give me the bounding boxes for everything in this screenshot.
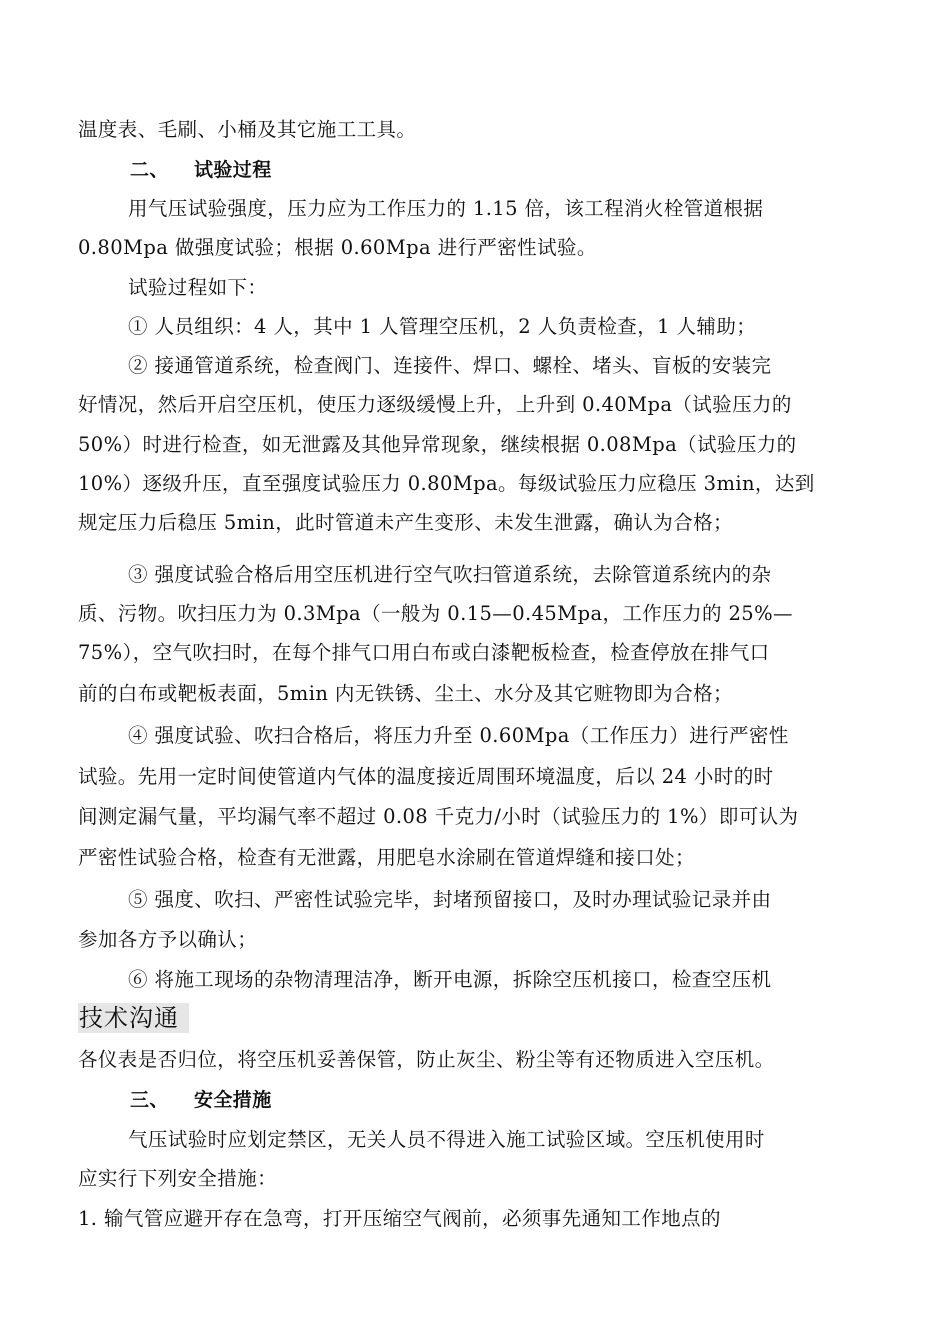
paragraph-line: 间测定漏气量，平均漏气率不超过 0.08 千克力/小时（试验压力的 1%）即可认为 bbox=[78, 805, 799, 828]
paragraph-line: 试验。先用一定时间使管道内气体的温度接近周围环境温度，后以 24 小时的时 bbox=[78, 765, 774, 788]
paragraph-line: 用气压试验强度，压力应为工作压力的 1.15 倍，该工程消火栓管道根据 bbox=[128, 197, 764, 220]
list-item-4: ④ 强度试验、吹扫合格后，将压力升至 0.60Mpa（工作压力）进行严密性 bbox=[128, 724, 789, 747]
section-number: 二、 bbox=[130, 159, 169, 181]
paragraph-line: 50%）时进行检查，如无泄露及其他异常现象，继续根据 0.08Mpa（试验压力的 bbox=[78, 433, 797, 456]
paragraph-line: 应实行下列安全措施： bbox=[78, 1167, 278, 1190]
list-item-6: ⑥ 将施工现场的杂物清理洁净，断开电源，拆除空压机接口，检查空压机 bbox=[128, 968, 772, 991]
watermark-label: 技术沟通 bbox=[78, 1003, 189, 1033]
section-title: 安全措施 bbox=[194, 1089, 272, 1111]
paragraph-line: 参加各方予以确认； bbox=[78, 928, 258, 951]
paragraph-line: 严密性试验合格，检查有无泄露，用肥皂水涂刷在管道焊缝和接口处； bbox=[78, 846, 695, 869]
section-number: 三、 bbox=[130, 1089, 169, 1111]
list-item-3: ③ 强度试验合格后用空压机进行空气吹扫管道系统，去除管道系统内的杂 bbox=[128, 563, 772, 586]
paragraph-line: 质、污物。吹扫压力为 0.3Mpa（一般为 0.15—0.45Mpa，工作压力的 25%— bbox=[78, 602, 793, 625]
paragraph-line: 规定压力后稳压 5min，此时管道未产生变形、未发生泄露，确认为合格； bbox=[78, 511, 733, 534]
paragraph-line: 好情况，然后开启空压机，使压力逐级缓慢上升，上升到 0.40Mpa（试验压力的 bbox=[78, 393, 792, 416]
paragraph-line: 各仪表是否归位，将空压机妥善保管，防止灰尘、粉尘等有还物质进入空压机。 bbox=[78, 1048, 775, 1071]
list-item-numbered-1: 1. 输气管应避开存在急弯，打开压缩空气阀前，必须事先通知工作地点的 bbox=[78, 1207, 721, 1230]
section-heading-3 bbox=[130, 1086, 272, 1114]
paragraph-line: 温度表、毛刷、小桶及其它施工工具。 bbox=[78, 118, 417, 141]
section-heading-2 bbox=[130, 156, 272, 184]
paragraph-line: 试验过程如下： bbox=[128, 276, 268, 299]
paragraph-line: 75%），空气吹扫时，在每个排气口用白布或白漆靶板检查，检查停放在排气口 bbox=[78, 641, 770, 664]
paragraph-line: 前的白布或靶板表面，5min 内无铁锈、尘土、水分及其它赃物即为合格； bbox=[78, 682, 733, 705]
list-item-1: ① 人员组织：4 人，其中 1 人管理空压机，2 人负责检查，1 人辅助； bbox=[128, 315, 757, 338]
list-item-5: ⑤ 强度、吹扫、严密性试验完毕，封堵预留接口，及时办理试验记录并由 bbox=[128, 888, 772, 911]
paragraph-line: 10%）逐级升压，直至强度试验压力 0.80Mpa。每级试验压力应稳压 3min，达到 bbox=[78, 472, 815, 495]
paragraph-line: 气压试验时应划定禁区，无关人员不得进入施工试验区域。空压机使用时 bbox=[128, 1128, 765, 1151]
section-title: 试验过程 bbox=[194, 159, 272, 181]
list-item-2: ② 接通管道系统，检查阀门、连接件、焊口、螺栓、堵头、盲板的安装完 bbox=[128, 354, 772, 377]
paragraph-line: 0.80Mpa 做强度试验；根据 0.60Mpa 进行严密性试验。 bbox=[78, 236, 597, 259]
